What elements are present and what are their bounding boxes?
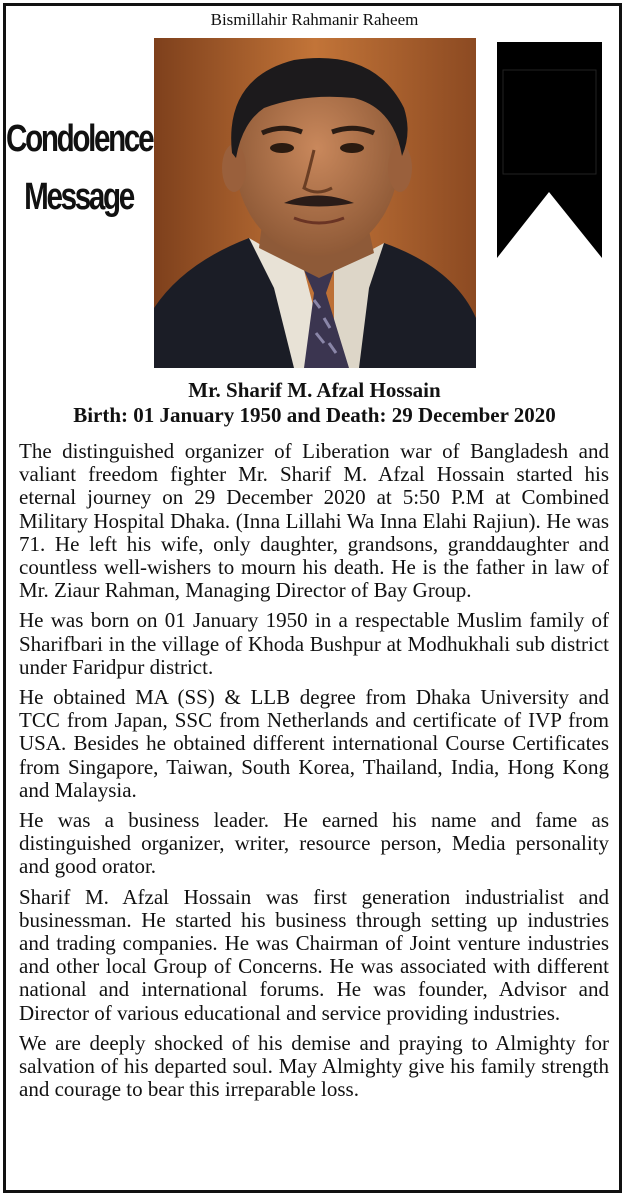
person-heading <box>0 378 629 428</box>
paragraph: The distinguished organizer of Liberation war of Bangladesh and valiant freedom fighter Mr. Sharif M. Afzal Hossain started his eternal journey on 29 December 2020 at 5:50 P.M at Combined Military Hospital Dhaka. (Inna Lillahi Wa Inna Elahi Rajiun). He was 71. He left his wife, only daughter, grandsons, granddaughter and countless well-wishers to mourn his death. He is the father in law of Mr. Ziaur Rahman, Managing Director of Bay Group. <box>19 439 609 603</box>
person-dates: Birth: 01 January 1950 and Death: 29 December 2020 <box>73 403 556 427</box>
title-line-1: Condolence <box>6 118 153 160</box>
title-line-2: Message <box>24 176 133 218</box>
paragraph: Sharif M. Afzal Hossain was first generation industrialist and businessman. He started his business through setting up industries and trading companies. He was Chairman of Joint venture industries and other local Group of Concerns. He was associated with different national and international forums. He was founder, Advisor and Director of various educational and service providing industries. <box>19 884 609 1025</box>
paragraph: We are deeply shocked of his demise and praying to Almighty for salvation of his departed soul. May Almighty give his family strength and courage to bear this irreparable loss. <box>19 1030 609 1102</box>
person-name: Mr. Sharif M. Afzal Hossain <box>188 378 441 402</box>
paragraph: He obtained MA (SS) & LLB degree from Dhaka University and TCC from Japan, SSC from Netherlands and certificate of IVP from USA. Besides he obtained different international Course Certificates from Singapore, Taiwan, South Korea, Thailand, India, Hong Kong and Malaysia. <box>19 685 609 802</box>
header-invocation: Bismillahir Rahmanir Raheem <box>210 10 419 29</box>
paragraph: He was a business leader. He earned his name and fame as distinguished organizer, writer, resource person, Media personality and good orator. <box>19 808 609 879</box>
condolence-title <box>6 110 151 226</box>
mourning-ribbon-icon <box>497 42 602 258</box>
paragraph: He was born on 01 January 1950 in a respectable Muslim family of Sharifbari in the village of Khoda Bushpur at Modhukhali sub district under Faridpur district. <box>19 608 609 679</box>
message-body <box>19 440 609 1108</box>
portrait-illustration <box>154 38 476 368</box>
portrait-photo <box>154 38 476 368</box>
